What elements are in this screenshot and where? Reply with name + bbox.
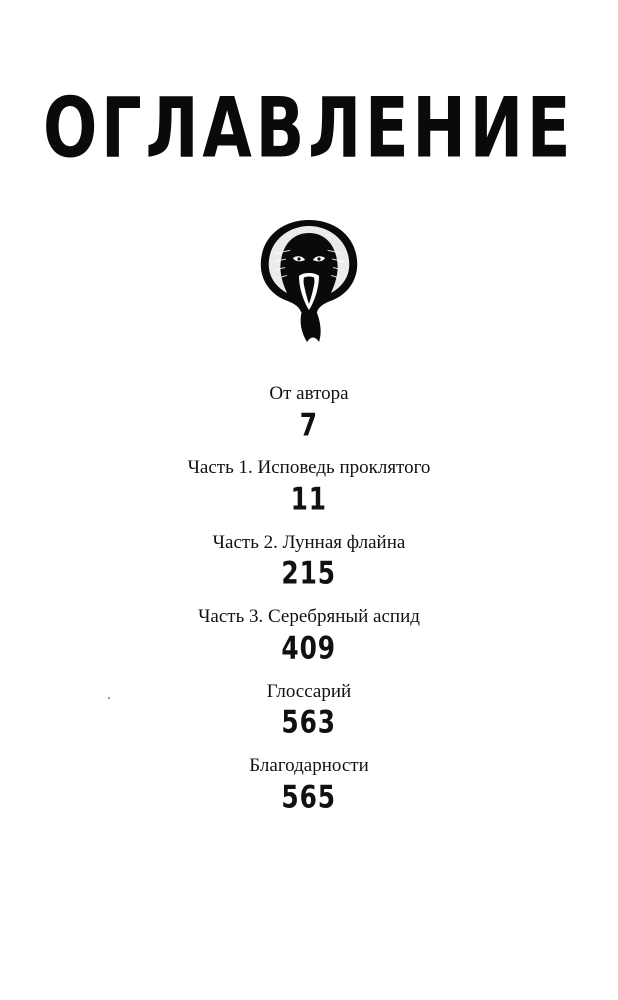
list-item[interactable] xyxy=(0,680,618,741)
entry-title: Часть 1. Исповедь проклятого xyxy=(187,457,431,479)
contents-list xyxy=(0,382,618,816)
entry-title: От автора xyxy=(269,383,349,404)
entry-page-number: 215 xyxy=(281,556,337,592)
entry-page-number: 563 xyxy=(281,705,337,741)
entry-page-number: 11 xyxy=(290,481,328,518)
list-item[interactable] xyxy=(0,605,618,667)
entry-page-number: 409 xyxy=(281,630,337,667)
list-item[interactable] xyxy=(0,754,618,816)
page-title: ОГЛАВЛЕНИЕ xyxy=(43,80,575,178)
list-item[interactable] xyxy=(0,456,618,518)
list-item[interactable] xyxy=(0,531,618,592)
cobra-head-icon xyxy=(249,214,369,344)
entry-page-number: 7 xyxy=(299,407,319,444)
entry-title: Благодарности xyxy=(249,754,369,776)
paper-speck xyxy=(108,697,110,699)
entry-title: Часть 2. Лунная флайна xyxy=(212,531,406,553)
entry-page-number: 565 xyxy=(281,779,337,816)
list-item[interactable] xyxy=(0,382,618,444)
entry-title: Часть 3. Серебряный аспид xyxy=(198,606,420,628)
entry-title: Глоссарий xyxy=(266,680,352,702)
